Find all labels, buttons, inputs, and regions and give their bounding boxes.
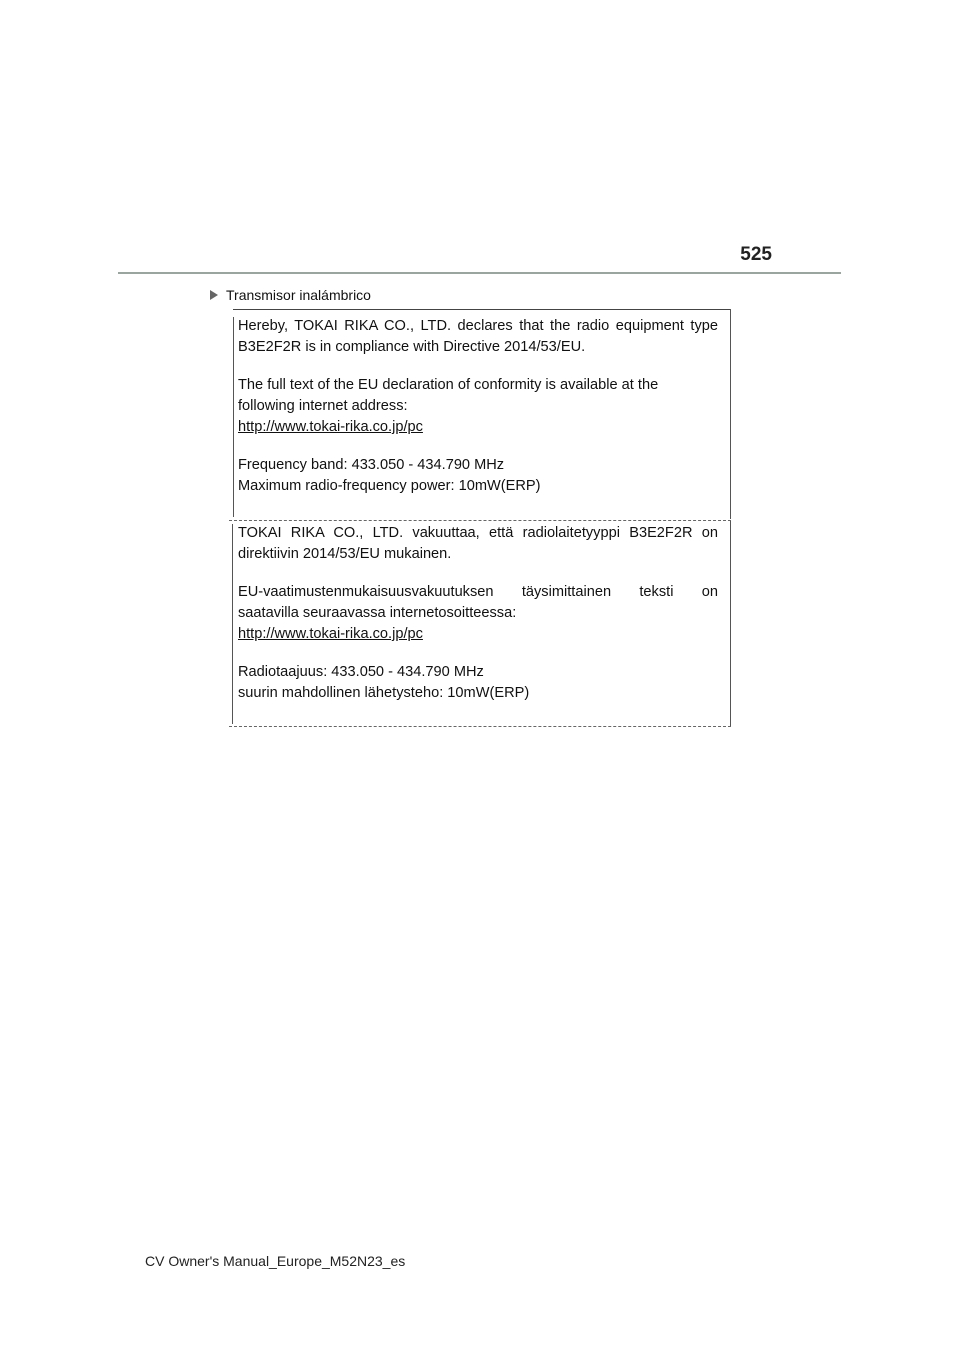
en-line-2: B3E2F2R is in compliance with Directive 2014/53/EU. [238, 339, 586, 355]
frame-left-line [232, 524, 233, 724]
fi-line-1: TOKAI RIKA CO., LTD. vakuuttaa, että radiolaitetyyppi B3E2F2R on [238, 525, 718, 541]
en-power: Maximum radio-frequency power: 10mW(ERP) [238, 478, 541, 494]
header-divider [118, 272, 841, 274]
frame-right-line [730, 521, 731, 726]
section-heading [210, 287, 371, 303]
finnish-declaration [238, 523, 718, 704]
frame-bottom-line [229, 726, 731, 727]
fi-power: suurin mahdollinen lähetysteho: 10mW(ERP) [238, 685, 530, 701]
footer-manual-id: CV Owner's Manual_Europe_M52N23_es [145, 1253, 406, 1269]
en-frequency: Frequency band: 433.050 - 434.790 MHz [238, 457, 505, 473]
fi-url-link: http://www.tokai-rika.co.jp/pc [238, 626, 423, 642]
en-url-link: http://www.tokai-rika.co.jp/pc [238, 419, 423, 435]
en-line-3: The full text of the EU declaration of conformity is available at the [238, 377, 659, 393]
section-heading-label: Transmisor inalámbrico [226, 287, 371, 303]
frame-right-line [730, 309, 731, 519]
fi-line-4: saatavilla seuraavassa internetosoitteessa: [238, 605, 517, 621]
en-line-4: following internet address: [238, 398, 408, 414]
declaration-image [229, 309, 732, 727]
frame-left-line [233, 317, 234, 517]
en-line-1: Hereby, TOKAI RIKA CO., LTD. declares that the radio equipment type [238, 318, 718, 334]
page-number: 525 [740, 244, 772, 265]
frame-top-line [233, 309, 731, 310]
triangle-bullet-icon [210, 290, 218, 300]
fi-frequency: Radiotaajuus: 433.050 - 434.790 MHz [238, 664, 484, 680]
fi-line-3: EU-vaatimustenmukaisuusvakuutuksen täysimittainen teksti on [238, 584, 718, 600]
fi-line-2: direktiivin 2014/53/EU mukainen. [238, 546, 452, 562]
frame-divider-line [229, 520, 731, 521]
english-declaration [238, 316, 718, 497]
